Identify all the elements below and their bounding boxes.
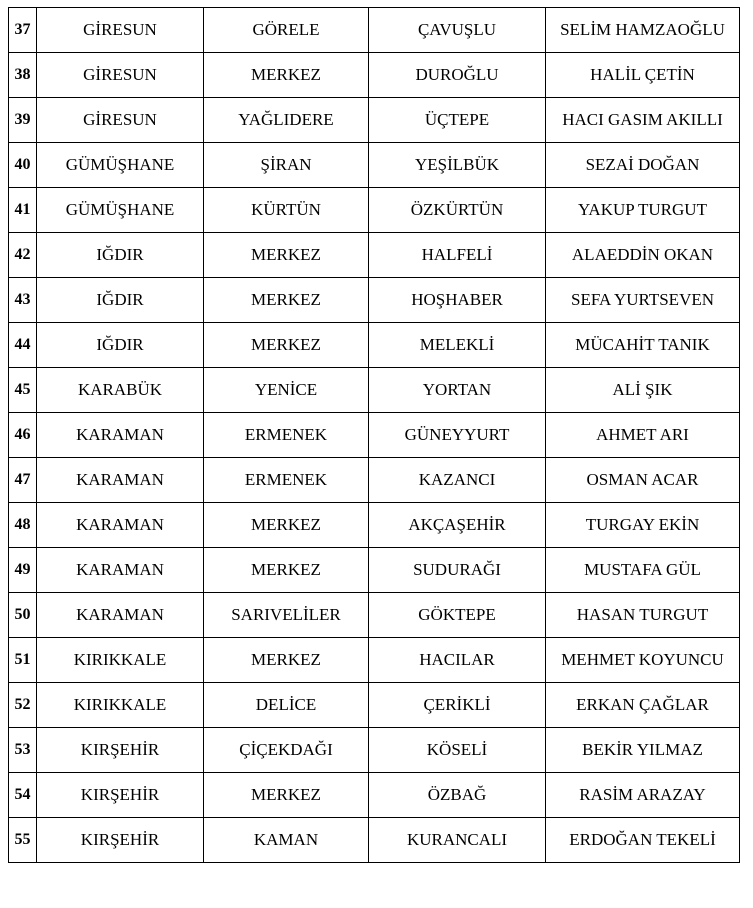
province-cell: KARABÜK (37, 368, 204, 413)
person-name-cell: SELİM HAMZAOĞLU (546, 8, 740, 53)
person-name-cell: ALAEDDİN OKAN (546, 233, 740, 278)
table-row (9, 53, 740, 98)
province-cell: KARAMAN (37, 593, 204, 638)
table-row (9, 593, 740, 638)
table-row (9, 413, 740, 458)
village-cell: ÜÇTEPE (369, 98, 546, 143)
district-cell: ÇİÇEKDAĞI (204, 728, 369, 773)
table-row (9, 8, 740, 53)
district-cell: KAMAN (204, 818, 369, 863)
district-cell: MERKEZ (204, 323, 369, 368)
person-name-cell: SEFA YURTSEVEN (546, 278, 740, 323)
village-cell: AKÇAŞEHİR (369, 503, 546, 548)
row-number-cell: 47 (9, 458, 37, 503)
table-row (9, 683, 740, 728)
village-cell: HALFELİ (369, 233, 546, 278)
province-cell: GİRESUN (37, 98, 204, 143)
province-cell: KIRŞEHİR (37, 818, 204, 863)
village-cell: DUROĞLU (369, 53, 546, 98)
province-cell: IĞDIR (37, 278, 204, 323)
table-row (9, 548, 740, 593)
province-cell: IĞDIR (37, 233, 204, 278)
table-row (9, 368, 740, 413)
row-number-cell: 41 (9, 188, 37, 233)
table-row (9, 818, 740, 863)
district-cell: MERKEZ (204, 638, 369, 683)
district-cell: ERMENEK (204, 413, 369, 458)
row-number-cell: 49 (9, 548, 37, 593)
province-cell: KARAMAN (37, 458, 204, 503)
district-cell: SARIVELİLER (204, 593, 369, 638)
row-number-cell: 52 (9, 683, 37, 728)
province-cell: GİRESUN (37, 53, 204, 98)
village-cell: YEŞİLBÜK (369, 143, 546, 188)
province-cell: GÜMÜŞHANE (37, 188, 204, 233)
table-row (9, 233, 740, 278)
district-cell: ŞİRAN (204, 143, 369, 188)
person-name-cell: MEHMET KOYUNCU (546, 638, 740, 683)
row-number-cell: 48 (9, 503, 37, 548)
village-cell: ÖZBAĞ (369, 773, 546, 818)
table-row (9, 323, 740, 368)
person-name-cell: OSMAN ACAR (546, 458, 740, 503)
province-cell: KIRIKKALE (37, 683, 204, 728)
district-cell: YAĞLIDERE (204, 98, 369, 143)
row-number-cell: 37 (9, 8, 37, 53)
table-row (9, 188, 740, 233)
table-row (9, 503, 740, 548)
roster-table-body (9, 8, 740, 863)
village-cell: ÖZKÜRTÜN (369, 188, 546, 233)
village-cell: MELEKLİ (369, 323, 546, 368)
district-cell: MERKEZ (204, 53, 369, 98)
district-cell: DELİCE (204, 683, 369, 728)
village-cell: HOŞHABER (369, 278, 546, 323)
village-cell: HACILAR (369, 638, 546, 683)
row-number-cell: 55 (9, 818, 37, 863)
province-cell: KARAMAN (37, 413, 204, 458)
village-cell: KAZANCI (369, 458, 546, 503)
person-name-cell: BEKİR YILMAZ (546, 728, 740, 773)
province-cell: KARAMAN (37, 548, 204, 593)
district-cell: MERKEZ (204, 503, 369, 548)
row-number-cell: 46 (9, 413, 37, 458)
province-cell: KIRŞEHİR (37, 773, 204, 818)
document-page (8, 7, 739, 863)
row-number-cell: 53 (9, 728, 37, 773)
district-cell: KÜRTÜN (204, 188, 369, 233)
province-cell: KIRIKKALE (37, 638, 204, 683)
row-number-cell: 44 (9, 323, 37, 368)
row-number-cell: 50 (9, 593, 37, 638)
row-number-cell: 54 (9, 773, 37, 818)
district-cell: MERKEZ (204, 773, 369, 818)
table-row (9, 638, 740, 683)
person-name-cell: AHMET ARI (546, 413, 740, 458)
person-name-cell: MUSTAFA GÜL (546, 548, 740, 593)
table-row (9, 728, 740, 773)
person-name-cell: ERDOĞAN TEKELİ (546, 818, 740, 863)
district-cell: YENİCE (204, 368, 369, 413)
person-name-cell: TURGAY EKİN (546, 503, 740, 548)
province-cell: GİRESUN (37, 8, 204, 53)
village-cell: KURANCALI (369, 818, 546, 863)
row-number-cell: 51 (9, 638, 37, 683)
table-row (9, 98, 740, 143)
row-number-cell: 42 (9, 233, 37, 278)
province-cell: IĞDIR (37, 323, 204, 368)
village-cell: ÇERİKLİ (369, 683, 546, 728)
person-name-cell: YAKUP TURGUT (546, 188, 740, 233)
village-cell: ÇAVUŞLU (369, 8, 546, 53)
row-number-cell: 45 (9, 368, 37, 413)
table-row (9, 143, 740, 188)
person-name-cell: SEZAİ DOĞAN (546, 143, 740, 188)
table-row (9, 773, 740, 818)
village-cell: SUDURAĞI (369, 548, 546, 593)
row-number-cell: 40 (9, 143, 37, 188)
person-name-cell: HASAN TURGUT (546, 593, 740, 638)
district-cell: GÖRELE (204, 8, 369, 53)
person-name-cell: HACI GASIM AKILLI (546, 98, 740, 143)
person-name-cell: ALİ ŞIK (546, 368, 740, 413)
province-cell: KIRŞEHİR (37, 728, 204, 773)
person-name-cell: MÜCAHİT TANIK (546, 323, 740, 368)
district-cell: ERMENEK (204, 458, 369, 503)
row-number-cell: 43 (9, 278, 37, 323)
person-name-cell: ERKAN ÇAĞLAR (546, 683, 740, 728)
person-name-cell: HALİL ÇETİN (546, 53, 740, 98)
province-cell: KARAMAN (37, 503, 204, 548)
row-number-cell: 39 (9, 98, 37, 143)
table-row (9, 458, 740, 503)
person-name-cell: RASİM ARAZAY (546, 773, 740, 818)
village-cell: KÖSELİ (369, 728, 546, 773)
village-cell: GÜNEYYURT (369, 413, 546, 458)
district-cell: MERKEZ (204, 278, 369, 323)
row-number-cell: 38 (9, 53, 37, 98)
roster-table (8, 7, 740, 863)
village-cell: YORTAN (369, 368, 546, 413)
district-cell: MERKEZ (204, 233, 369, 278)
village-cell: GÖKTEPE (369, 593, 546, 638)
table-row (9, 278, 740, 323)
district-cell: MERKEZ (204, 548, 369, 593)
province-cell: GÜMÜŞHANE (37, 143, 204, 188)
